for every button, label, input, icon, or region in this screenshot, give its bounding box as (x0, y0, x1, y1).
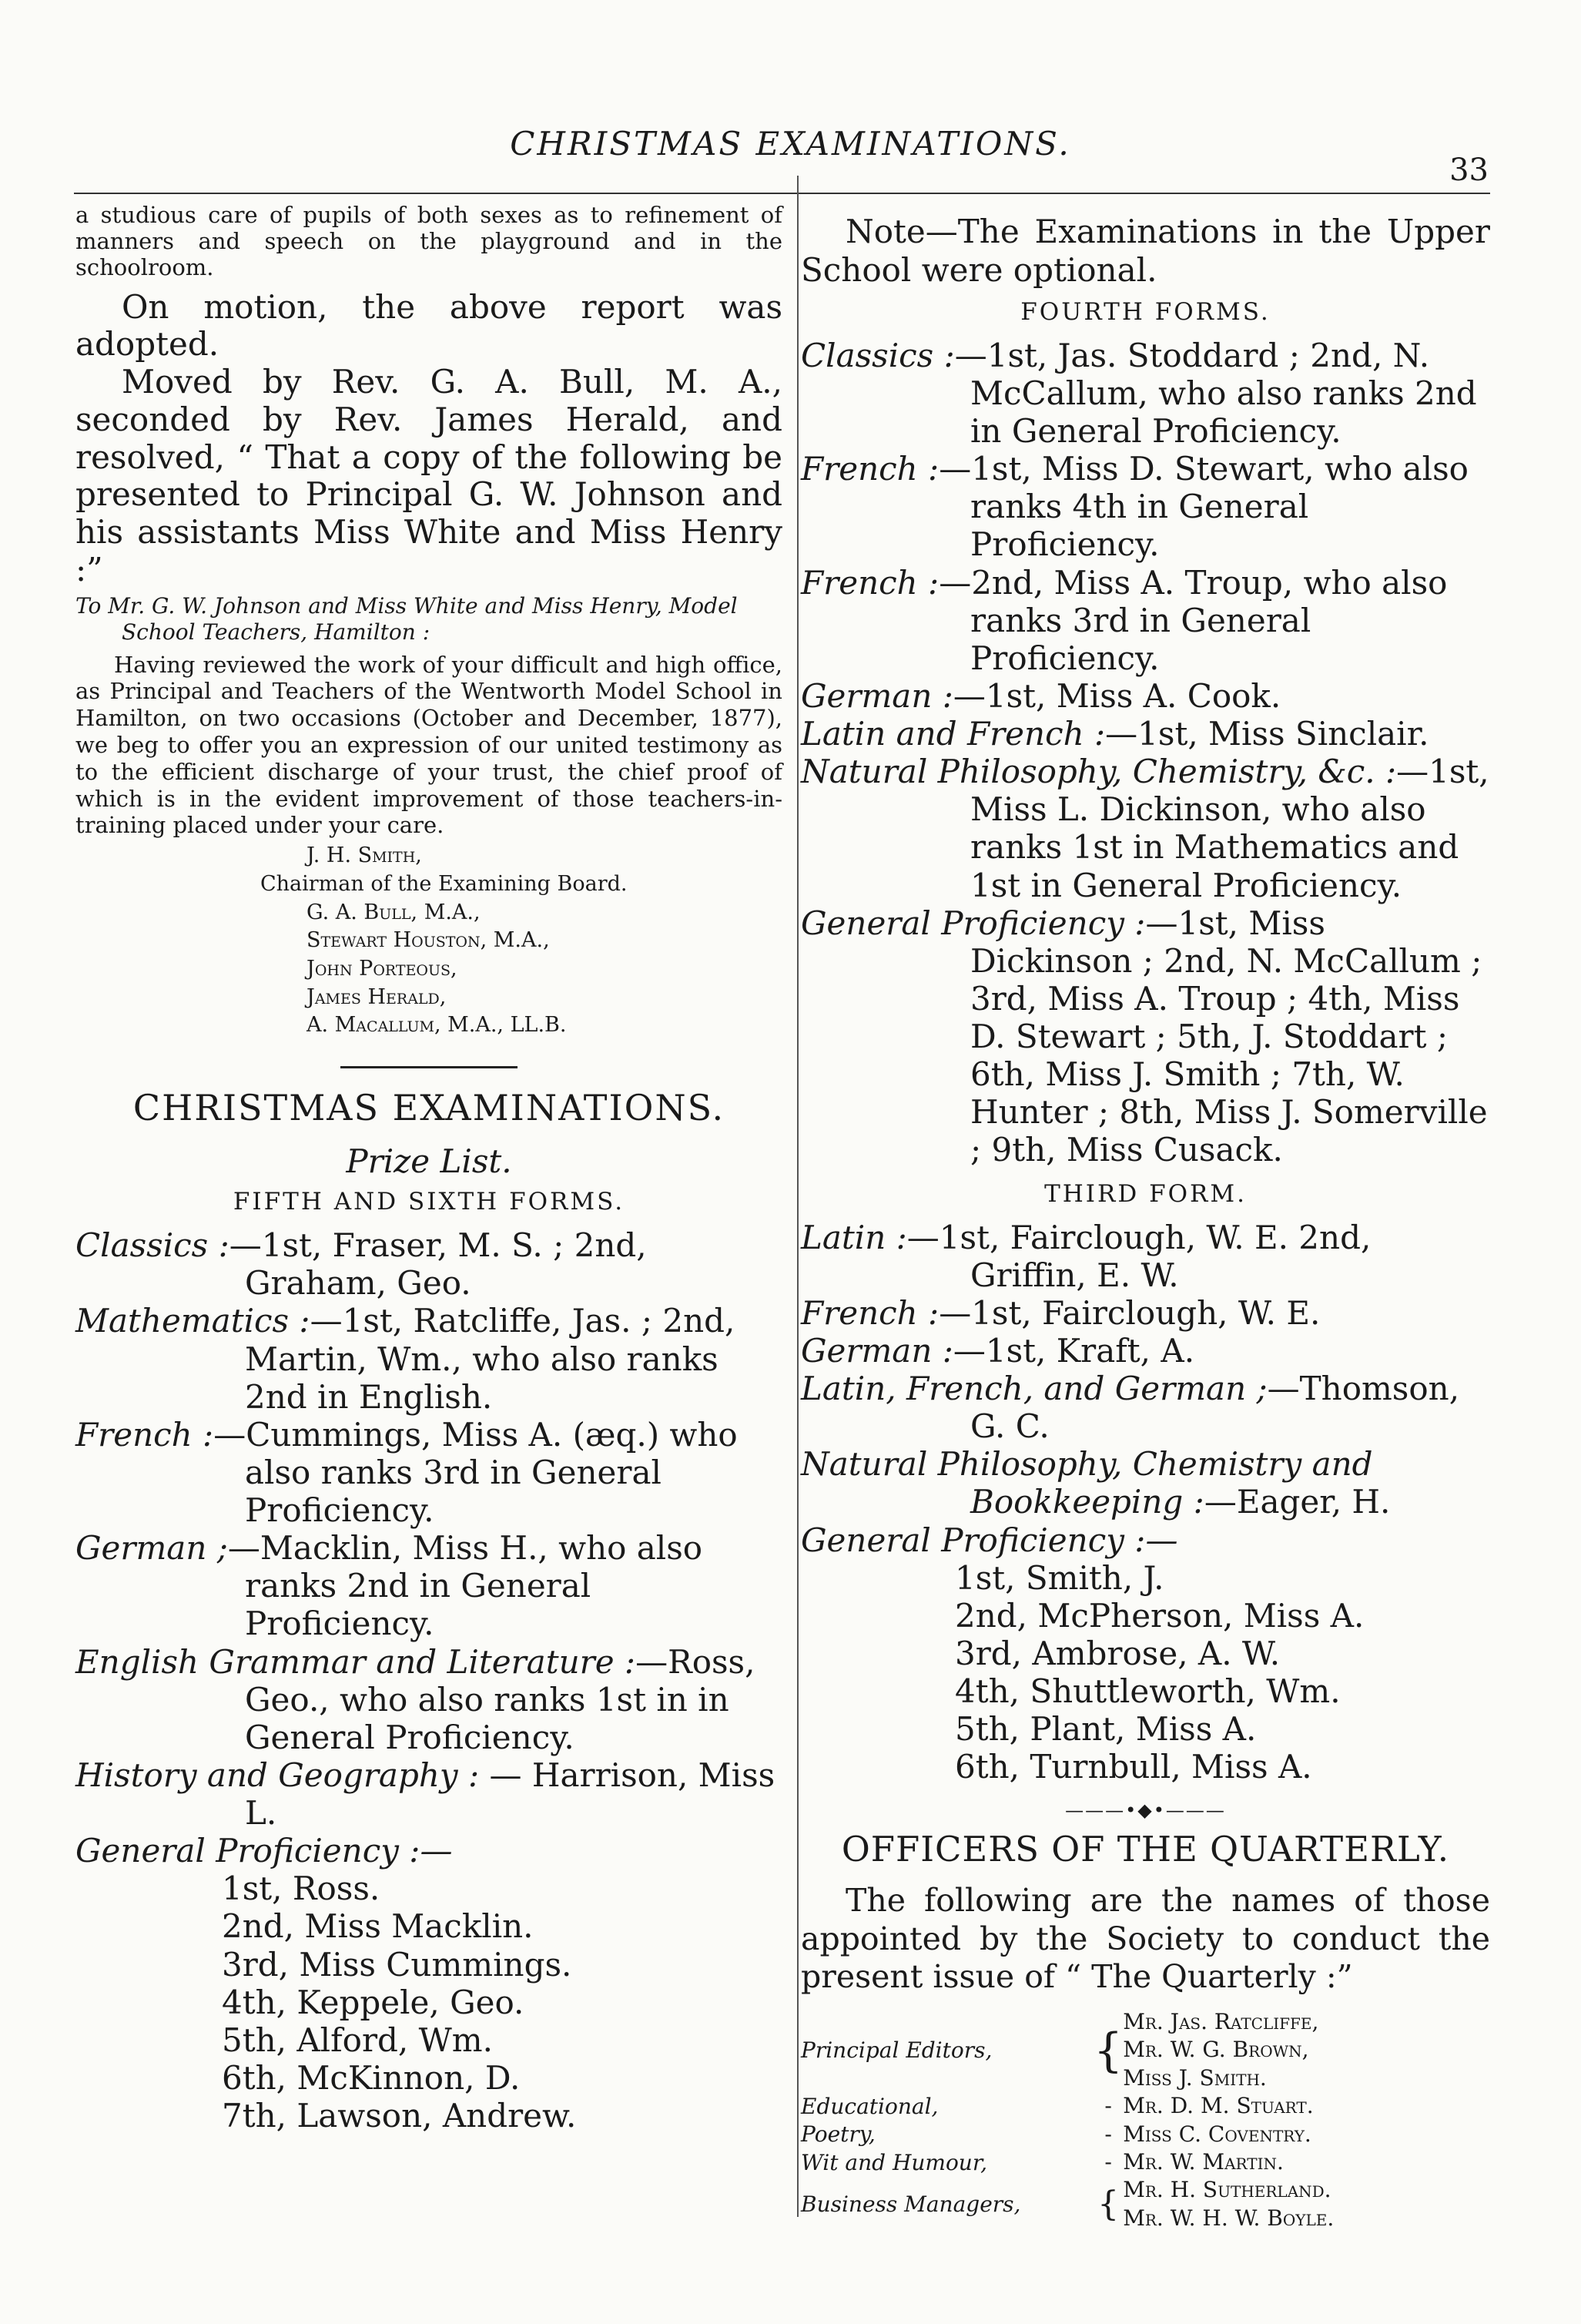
fourth-forms-heading: FOURTH FORMS. (1020, 297, 1271, 326)
entry-subject: History and Geography : (75, 1756, 480, 1794)
entry-text: —2nd, Miss A. Troup, who also ranks 3rd in General Proficiency. (939, 563, 1448, 677)
brace-icon: { (1094, 2023, 1124, 2078)
entry-subject: English Grammar and Literature : (75, 1642, 636, 1681)
entry-text: —Eager, H. (1204, 1483, 1391, 1521)
general-proficiency-list (801, 1521, 1490, 1786)
brace-icon: { (1097, 2184, 1120, 2224)
officer-name: Mr. W. G. Brown, (1123, 2037, 1309, 2063)
motion-paragraph: On motion, the above report was adopted. (75, 287, 782, 364)
page-number: 33 (1449, 153, 1489, 188)
rank-item: 5th, Plant, Miss A. (955, 1710, 1257, 1749)
officer-row (801, 2008, 1490, 2092)
prize-entry (801, 1445, 1490, 1521)
general-proficiency-heading: General Proficiency :— (75, 1832, 453, 1870)
ornament-divider: ———•◆•——— (1065, 1799, 1226, 1822)
dash-separator: - (1104, 2149, 1112, 2175)
entry-text: —1st, Miss A. Cook. (953, 676, 1281, 715)
signature: Stewart Houston, M.A., (306, 928, 550, 953)
form-heading: FIFTH AND SIXTH FORMS. (233, 1188, 625, 1216)
moved-paragraph: Moved by Rev. G. A. Bull, M. A., seconded by Rev. James Herald, and resolved, “ That a copy of the following be presented to Principal G. W. Johnson and his assistants Miss White and Miss Henry :” (75, 363, 782, 589)
officer-name: Mr. W. H. W. Boyle. (1123, 2205, 1335, 2231)
prize-entry (801, 715, 1490, 753)
left-column (75, 202, 782, 2135)
third-form-heading: THIRD FORM. (1044, 1179, 1247, 1208)
officer-names (1123, 2176, 1490, 2232)
general-proficiency-heading: General Proficiency :— (801, 1521, 1178, 1559)
officer-row (801, 2148, 1490, 2176)
officer-name: Miss C. Coventry. (1123, 2121, 1311, 2147)
intro-paragraph: a studious care of pupils of both sexes as to refinement of manners and speech on the playground and in the schoolroom. (75, 202, 782, 281)
officer-row (801, 2092, 1490, 2120)
prize-entry (801, 337, 1490, 450)
signature: James Herald, (306, 984, 447, 1009)
prize-entry (75, 1416, 782, 1529)
prize-entry (801, 904, 1490, 1169)
rank-item: 1st, Ross. (222, 1870, 380, 1908)
rank-item: 3rd, Ambrose, A. W. (955, 1634, 1281, 1672)
prize-entry (801, 450, 1490, 563)
officers-title: OFFICERS OF THE QUARTERLY. (841, 1829, 1450, 1870)
entry-text: —1st, Fraser, M. S. ; 2nd, Graham, Geo. (229, 1226, 647, 1303)
dash-separator: - (1104, 2121, 1112, 2147)
entry-subject: German : (801, 676, 953, 715)
officer-name: Mr. D. M. Stuart. (1123, 2093, 1314, 2119)
prize-entry (75, 1302, 782, 1415)
entry-subject: French : (801, 1293, 940, 1332)
prize-entry (75, 1226, 782, 1302)
signature-block (75, 842, 782, 1040)
entry-text: —1st, Kraft, A. (953, 1331, 1195, 1370)
officer-name: Mr. H. Sutherland. (1123, 2177, 1331, 2203)
prize-entry (75, 1643, 782, 1756)
entry-subject: Natural Philosophy, Chemistry and Bookkeeping : (801, 1445, 1373, 1521)
officer-row (801, 2176, 1490, 2232)
rank-item: 2nd, Miss Macklin. (222, 1907, 534, 1946)
officer-names (1123, 2008, 1490, 2092)
officer-names (1123, 2121, 1490, 2148)
officer-role: Educational, (801, 2093, 939, 2119)
entry-subject: Classics : (801, 336, 955, 374)
entry-subject: Mathematics : (75, 1302, 310, 1340)
signature: G. A. Bull, M.A., (306, 900, 481, 924)
rank-item: 7th, Lawson, Andrew. (222, 2097, 577, 2135)
prize-entry (801, 1294, 1490, 1332)
prize-entry (801, 753, 1490, 904)
entry-text: —Macklin, Miss H., who also ranks 2nd in General Proficiency. (227, 1529, 703, 1643)
running-title: CHRISTMAS EXAMINATIONS. (510, 125, 1071, 163)
entry-subject: French : (801, 450, 940, 488)
officer-role: Wit and Humour, (801, 2149, 988, 2175)
officer-role: Principal Editors, (801, 2037, 993, 2064)
officers-table (801, 2008, 1490, 2232)
entry-subject: Latin, French, and German ; (801, 1370, 1268, 1408)
entry-text: —1st, Miss Dickinson ; 2nd, N. McCallum ; 3rd, Miss A. Troup ; 4th, Miss D. Stewart ; 5th, J. Stoddart ; 6th, Miss J. Smith ; 7th, W. Hunter ; 8th, Miss J. Somerville ; 9th, Miss Cusack. (970, 904, 1488, 1169)
entry-text: —1st, Ratcliffe, Jas. ; 2nd, Martin, Wm., who also ranks 2nd in English. (245, 1302, 735, 1416)
officer-name: Mr. Jas. Ratcliffe, (1123, 2008, 1319, 2034)
header-rule (74, 193, 1490, 194)
right-column (801, 202, 1490, 2232)
prize-entry (801, 1370, 1490, 1445)
dash-separator: - (1104, 2093, 1112, 2119)
entry-subject: Latin : (801, 1218, 907, 1256)
signature: A. Macallum, M.A., LL.B. (306, 1013, 567, 1038)
letter-body: Having reviewed the work of your difficult and high office, as Principal and Teachers of the Wentworth Model School in Hamilton, on two occasions (October and December, 1877), we beg to offer you an expression of our united testimony as to the efficient discharge of your trust, the chief proof of which is in the evident improvement of those teachers-in-training placed under your care. (75, 651, 782, 839)
signature-chairman: J. H. Smith, (306, 843, 422, 868)
entry-subject: German ; (75, 1529, 228, 1568)
prize-entry (801, 564, 1490, 677)
entry-text: —1st, Miss Sinclair. (1105, 715, 1429, 753)
rank-item: 6th, Turnbull, Miss A. (955, 1748, 1312, 1786)
entry-text: —Cummings, Miss A. (æq.) who also ranks 3rd in General Proficiency. (213, 1415, 738, 1530)
rank-item: 4th, Shuttleworth, Wm. (955, 1672, 1341, 1711)
prize-entry (801, 1332, 1490, 1370)
section-divider (340, 1066, 518, 1068)
entry-text: —1st, Miss D. Stewart, who also ranks 4th in General Proficiency. (939, 450, 1469, 564)
rank-item: 6th, McKinnon, D. (222, 2058, 521, 2097)
entry-subject: Classics : (75, 1226, 229, 1265)
entry-subject: French : (801, 563, 940, 602)
entry-text: —1st, Fairclough, W. E. (939, 1293, 1321, 1332)
officer-role: Business Managers, (801, 2192, 1021, 2218)
signature: John Porteous, (306, 957, 457, 981)
officer-names (1123, 2148, 1490, 2176)
entry-subject: Latin and French : (801, 715, 1106, 753)
entry-text: —Thomson, G. C. (970, 1370, 1460, 1446)
prize-list-subtitle: Prize List. (346, 1142, 512, 1181)
rank-item: 1st, Smith, J. (955, 1558, 1164, 1597)
prize-entry (801, 1219, 1490, 1294)
prize-entry (75, 1756, 782, 1832)
rank-item: 2nd, McPherson, Miss A. (955, 1596, 1365, 1635)
section-title: CHRISTMAS EXAMINATIONS. (132, 1087, 725, 1129)
column-divider (797, 176, 799, 2217)
entry-subject: French : (75, 1415, 214, 1454)
officer-name: Mr. W. Martin. (1123, 2148, 1284, 2175)
entry-subject: Natural Philosophy, Chemistry, &c. : (801, 753, 1397, 791)
officer-name: Miss J. Smith. (1123, 2064, 1267, 2091)
entry-text: — Harrison, Miss L. (245, 1756, 775, 1833)
upper-school-note: Note—The Examinations in the Upper School were optional. (801, 213, 1490, 290)
prize-entry (801, 677, 1490, 715)
entry-text: —Ross, Geo., who also ranks 1st in in General Proficiency. (245, 1642, 755, 1756)
letter-salutation: To Mr. G. W. Johnson and Miss White and Miss Henry, Model School Teachers, Hamilton : (75, 593, 738, 645)
entry-subject: German : (801, 1331, 953, 1370)
rank-item: 5th, Alford, Wm. (222, 2021, 493, 2059)
prize-entry (75, 1529, 782, 1642)
officer-role: Poetry, (801, 2121, 876, 2148)
general-proficiency-list (75, 1832, 782, 2135)
entry-text: —1st, Miss L. Dickinson, who also ranks 1st in Mathematics and 1st in General Proficiency. (970, 753, 1489, 904)
rank-item: 4th, Keppele, Geo. (222, 1983, 524, 2021)
officer-row (801, 2121, 1490, 2148)
rank-item: 3rd, Miss Cummings. (222, 1945, 572, 1984)
signature-role: Chairman of the Examining Board. (260, 871, 628, 896)
officers-intro: The following are the names of those appointed by the Society to conduct the present issue of “ The Quarterly :” (801, 1882, 1490, 1995)
entry-text: —1st, Jas. Stoddard ; 2nd, N. McCallum, who also ranks 2nd in General Proficiency. (954, 336, 1477, 451)
officer-names (1123, 2092, 1490, 2120)
entry-text: —1st, Fairclough, W. E. 2nd, Griffin, E. W. (906, 1218, 1372, 1294)
entry-subject: General Proficiency : (801, 904, 1146, 942)
